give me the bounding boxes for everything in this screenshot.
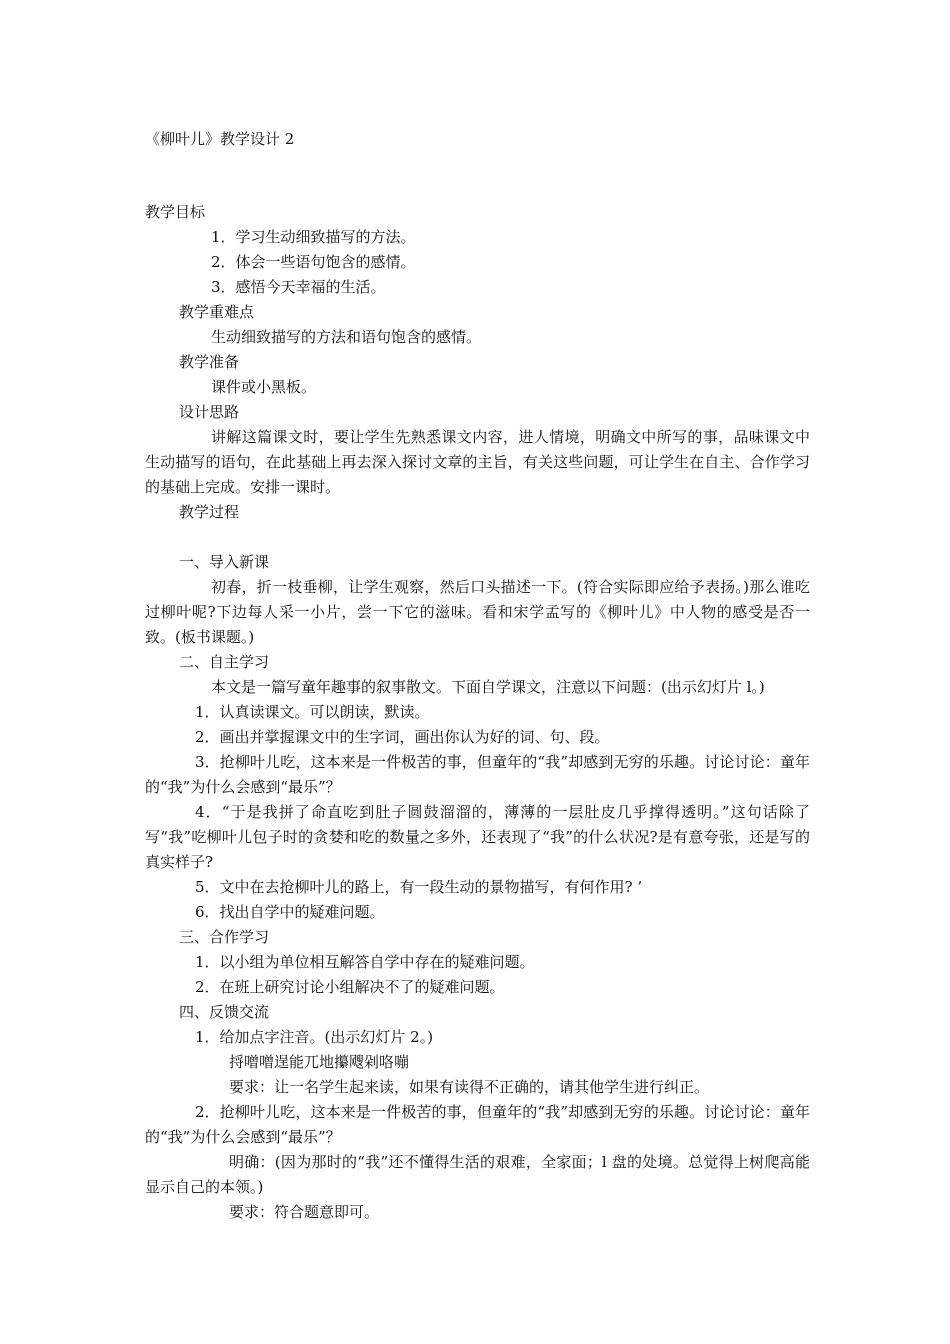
list-item: 2．画出并掌握课文中的生字词，画出你认为好的词、句、段。: [195, 728, 610, 746]
list-item: 4．“于是我拼了命直吃到肚子圆鼓溜溜的，薄薄的一层肚皮几乎撑得透明。”这句话除了写“我”吃柳叶儿包子时的贪婪和吃的数量之多外，还表现了“我”的什么状况?是有意夸张，还是写的真实样子?: [145, 803, 810, 871]
section-2-heading: 二、自主学习: [179, 653, 270, 671]
list-item: 1．认真读课文。可以朗读，默读。: [195, 703, 430, 721]
section-4-heading: 四、反馈交流: [179, 1003, 270, 1021]
goal-item: 1．学习生动细致描写的方法。: [211, 228, 416, 246]
section-3-heading: 三、合作学习: [179, 928, 270, 946]
difficulty-text: 生动细致描写的方法和语句饱含的感情。: [211, 328, 482, 346]
goal-item: 3．感悟今天幸福的生活。: [211, 278, 386, 296]
pinyin-characters: 捋噌噌逞能兀地攥飕剁咯嘣: [229, 1053, 410, 1071]
list-item: 1．给加点字注音。(出示幻灯片 2。): [195, 1028, 434, 1046]
list-item: 5．文中在去抢柳叶儿的路上，有一段生动的景物描写，有何作用? ’: [195, 878, 643, 896]
goals-heading: 教学目标: [145, 203, 206, 221]
section-2-intro: 本文是一篇写童年趣事的叙事散文。下面自学课文，注意以下问题：(出示幻灯片 l。): [211, 678, 765, 696]
document-title: 《柳叶儿》教学设计 2: [145, 130, 295, 148]
design-heading: 设计思路: [179, 403, 240, 421]
goal-item: 2．体会一些语句饱含的感情。: [211, 253, 416, 271]
process-heading: 教学过程: [179, 503, 240, 521]
difficulty-heading: 教学重难点: [179, 303, 255, 321]
list-item: 3．抢柳叶儿吃，这本来是一件极苦的事，但童年的“我”却感到无穷的乐趣。讨论讨论：童年的“我”为什么会感到“最乐”？: [145, 753, 810, 796]
document-body: [145, 200, 810, 1225]
prep-heading: 教学准备: [179, 353, 240, 371]
clarify-text: 明确：(因为那时的“我”还不懂得生活的艰难，全家面；l 盘的处境。总觉得上树爬高能显示自己的本领。): [145, 1153, 810, 1196]
list-item: 6．找出自学中的疑难问题。: [195, 903, 385, 921]
list-item: 2．在班上研究讨论小组解决不了的疑难问题。: [195, 978, 505, 996]
section-1-heading: 一、导入新课: [179, 553, 270, 571]
prep-text: 课件或小黑板。: [211, 378, 317, 396]
list-item: 1．以小组为单位相互解答自学中存在的疑难问题。: [195, 953, 535, 971]
design-text: 讲解这篇课文时，要让学生先熟悉课文内容，进人情境，明确文中所写的事，品味课文中生动描写的语句，在此基础上再去深入探讨文章的主旨，有关这些问题，可让学生在自主、合作学习的基础上完成。安排一课时。: [145, 428, 810, 496]
list-item: 2．抢柳叶儿吃，这本来是一件极苦的事，但童年的“我”却感到无穷的乐趣。讨论讨论：童年的“我”为什么会感到“最乐”？: [145, 1103, 810, 1146]
section-1-text: 初春，折一枝垂柳，让学生观察，然后口头描述一下。(符合实际即应给予表扬。)那么谁吃过柳叶呢?下边每人采一小片，尝一下它的滋味。看和宋学孟写的《柳叶儿》中人物的感受是否一致。(板书课题。): [145, 578, 810, 646]
requirement-text: 要求：让一名学生起来读，如果有读得不正确的，请其他学生进行纠正。: [229, 1078, 710, 1096]
requirement-text: 要求：符合题意即可。: [229, 1203, 380, 1221]
